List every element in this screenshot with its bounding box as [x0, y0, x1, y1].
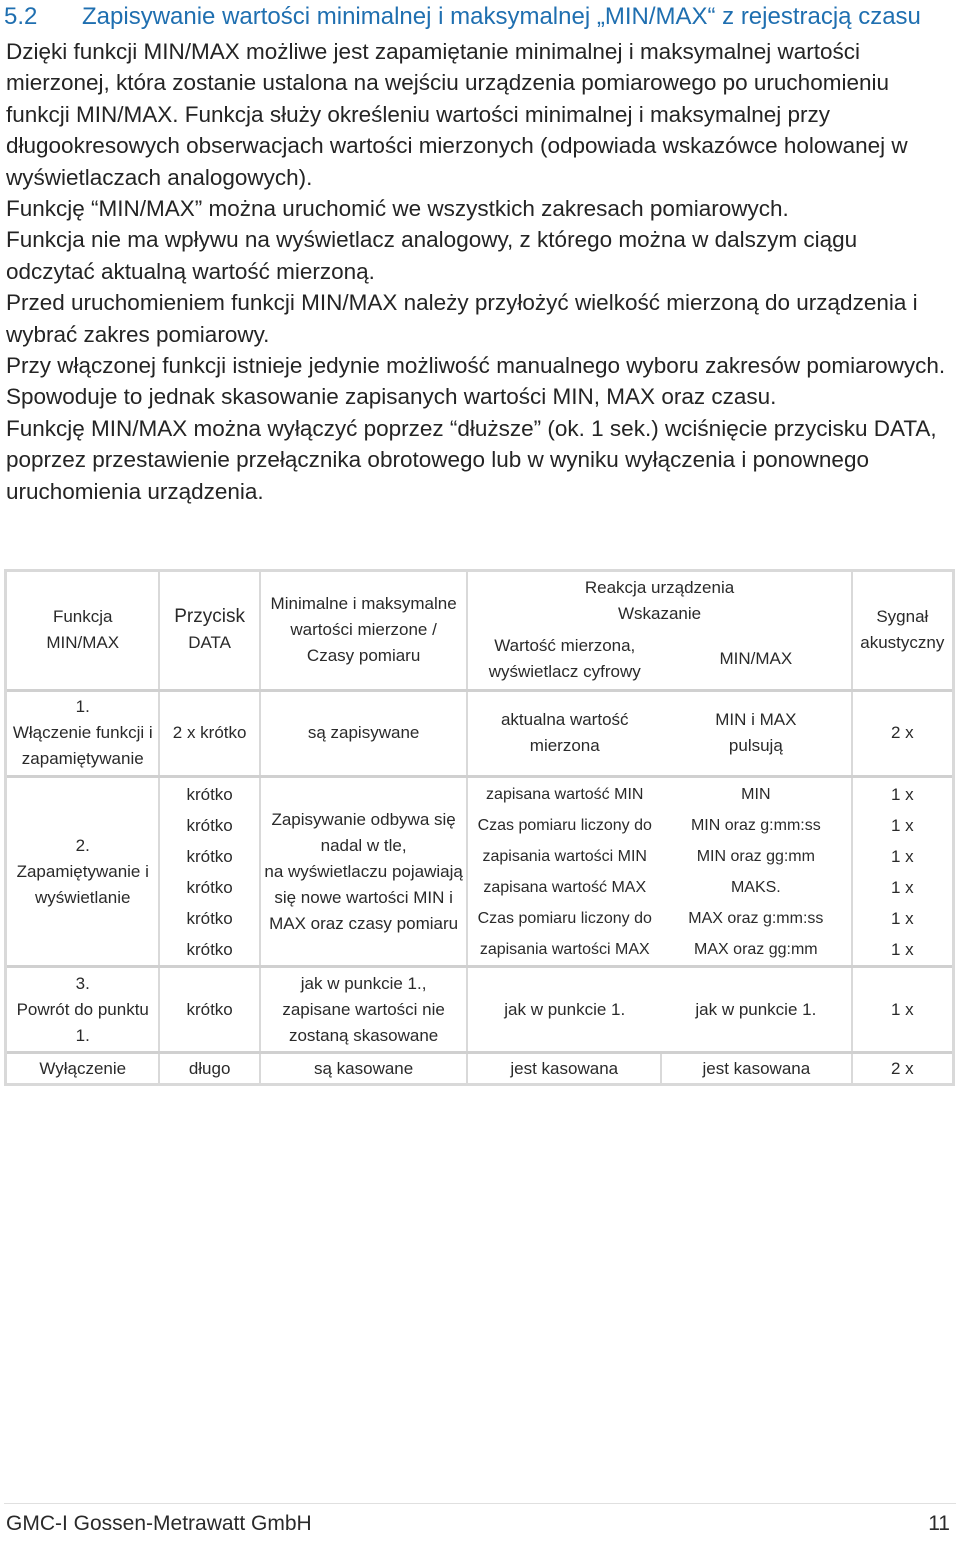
- paragraph: Funkcję “MIN/MAX” można uruchomić we wszystkich zakresach pomiarowych.: [6, 196, 789, 222]
- row3-funkcja: 3. Powrót do punktu 1.: [16, 973, 149, 1045]
- header-funkcja: Funkcja MIN/MAX: [46, 607, 120, 653]
- paragraph: Przy włączonej funkcji istnieje jedynie możliwość manualnego wyboru zakresów pomiarowych. Spowoduje to jednak skasowanie zapisanych wartości MIN, MAX oraz czasu.: [6, 353, 946, 410]
- table-row: 2. Zapamiętywanie i wyświetlanie krótko krótko krótko krótko krótko krótko Zapisywanie odbywa się nadal w tle, na wyświetlaczu pojawiają się nowe wartości MIN i MAX oraz czasy pomiaru zapisana wartość MIN Czas pomiaru liczony do zapisania wartości MIN zapisana wartość MAX Czas pomiaru liczony do zapisania wartości MAX MIN MIN oraz g:mm:ss MIN oraz gg:mm MAKS. MAX oraz g:mm:ss MAX oraz gg:mm 1 x 1 x 1 x 1 x 1 x 1 x: [7, 776, 952, 966]
- table-row: Wyłączenie długo są kasowane jest kasowana jest kasowana 2 x: [7, 1053, 952, 1083]
- page-number: 11: [928, 1512, 950, 1535]
- paragraph: Dzięki funkcji MIN/MAX możliwe jest zapamiętanie minimalnej i maksymalnej wartości mierzonej, która zostanie ustalona na wejściu urządzenia pomiarowego po uruchomieniu funkcji MIN/MAX. Funkcja służy określeniu wartości minimalnej i maksymalnej przy długookresowych obserwacjach wartości mierzonych (odpowiada wskazówce holowanej w wyświetlaczach analogowych).: [6, 39, 908, 190]
- row1-funkcja: 1. Włączenie funkcji i zapamiętywanie: [12, 697, 153, 769]
- row4-funkcja: Wyłączenie: [39, 1058, 127, 1078]
- header-sygnal: Sygnał akustyczny: [852, 572, 952, 690]
- paragraph: Funkcja nie ma wpływu na wyświetlacz analogowy, z którego można w dalszym ciągu odczytać aktualną wartość mierzoną.: [6, 227, 858, 284]
- table-row: 1. Włączenie funkcji i zapamiętywanie 2 x krótko są zapisywane aktualna wartość mierzona MIN i MAX pulsują 2 x: [7, 690, 952, 776]
- minmax-table-frame: [4, 569, 955, 1086]
- paragraph: Funkcję MIN/MAX można wyłączyć poprzez “dłuższe” (ok. 1 sek.) wciśnięcie przycisku DATA, poprzez przestawienie przełącznika obrotowego lub w wyniku wyłączenia i ponownego uruchomienia urządzenia.: [6, 415, 937, 504]
- section-number: 5.2: [4, 3, 38, 30]
- header-reakcja: Reakcja urządzenia Wskazanie: [467, 572, 851, 630]
- header-wskazanie: Wskazanie: [617, 604, 702, 624]
- table-row: 3. Powrót do punktu 1. krótko jak w punkcie 1., zapisane wartości nie zostaną skasowane jak w punkcie 1. jak w punkcie 1. 1 x: [7, 967, 952, 1053]
- row2-funkcja: 2. Zapamiętywanie i wyświetlanie: [16, 835, 149, 907]
- section-heading: [4, 2, 956, 34]
- paragraph: Przed uruchomieniem funkcji MIN/MAX należy przyłożyć wielkość mierzoną do urządzenia i wybrać zakres pomiarowy.: [6, 290, 918, 347]
- header-przycisk: Przycisk DATA: [159, 572, 259, 690]
- body-text: [6, 36, 952, 507]
- section-title: Zapisywanie wartości minimalnej i maksymalnej „MIN/MAX“ z rejestracją czasu: [82, 3, 921, 30]
- header-minmax-display: MIN/MAX: [719, 649, 793, 669]
- footer-company: GMC-I Gossen-Metrawatt GmbH: [6, 1512, 312, 1535]
- minmax-table: [7, 572, 952, 1083]
- header-cyfrowy: Wartość mierzona, wyświetlacz cyfrowy: [467, 630, 661, 690]
- header-minmax-values: Minimalne i maksymalne wartości mierzone / Czasy pomiaru: [260, 572, 468, 690]
- footer-divider: [4, 1503, 956, 1504]
